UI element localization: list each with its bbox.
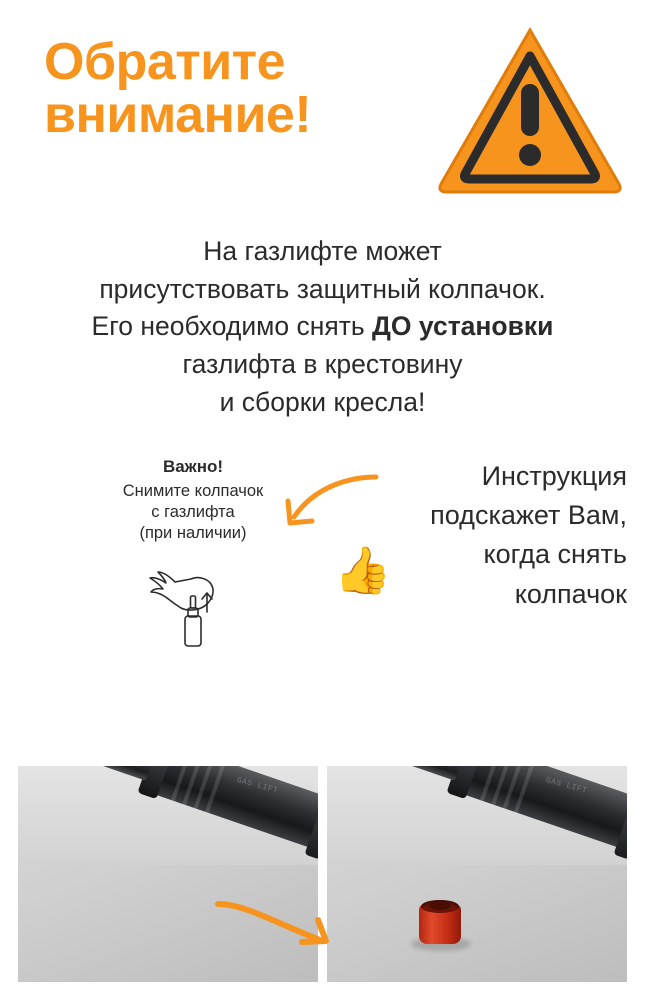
main-text-line-3-bold: ДО установки: [372, 311, 554, 342]
main-text-line-5: и сборки кресла!: [219, 386, 426, 417]
instruction-line-3: когда снять: [483, 539, 627, 570]
label-line-1: Снимите колпачок: [122, 482, 264, 501]
main-text-line-3-plain: Его необходимо снять: [91, 311, 373, 342]
arrow-right-orange-icon: [214, 900, 344, 956]
instruction-line-4: колпачок: [514, 578, 627, 609]
gaslift-barrel: [463, 766, 627, 849]
headline-line-1: Обратите: [44, 33, 286, 91]
label-line-3: (при наличии): [139, 524, 247, 543]
removed-red-cap: [419, 904, 461, 944]
gaslift-rod: [349, 766, 466, 781]
warning-triangle-exclamation-icon: [435, 22, 625, 197]
gaslift-stamp-text: GAS LIFT: [544, 775, 588, 796]
main-text-line-1: На газлифте может: [203, 236, 442, 266]
header: [0, 0, 645, 215]
main-text-line-4: газлифта в крестовину: [182, 348, 463, 379]
gaslift-without-cap-photo: [327, 766, 627, 982]
gaslift-rod: [40, 766, 157, 781]
sticker-label-card: [98, 457, 288, 652]
thumbs-up-icon: 👍: [334, 544, 392, 597]
main-text-line-3: [23, 308, 623, 346]
label-line-2: с газлифта: [151, 503, 235, 522]
hand-removing-cap-from-gaslift-icon: [145, 552, 241, 652]
label-title: Важно!: [162, 457, 224, 477]
page-title: [44, 33, 464, 145]
main-warning-text: [23, 233, 623, 421]
main-text-line-2: присутствовать защитный колпачок.: [99, 273, 546, 304]
instruction-line-1: Инструкция: [481, 461, 627, 492]
gaslift-stamp-text: GAS LIFT: [235, 775, 279, 796]
photo-comparison-row: [18, 766, 627, 982]
gaslift-barrel: [154, 766, 318, 849]
middle-section: [0, 447, 645, 697]
headline-line-2: внимание!: [44, 86, 312, 145]
instruction-line-2: подскажет Вам,: [430, 500, 627, 531]
